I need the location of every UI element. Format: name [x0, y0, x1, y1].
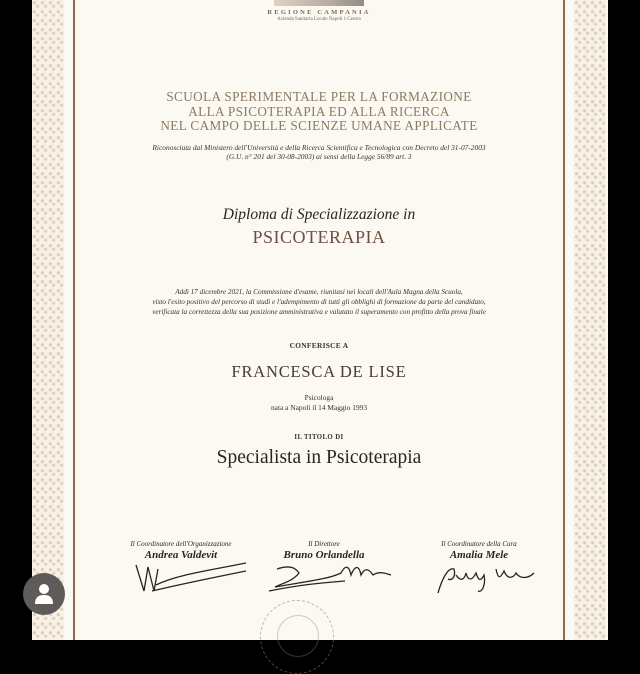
- signature-role: Il Direttore: [308, 540, 340, 548]
- school-name-line3: NEL CAMPO DELLE SCIENZE UMANE APPLICATE: [160, 118, 478, 133]
- signature-name: Bruno Orlandella: [283, 549, 365, 561]
- recognition-line2: (G.U. n° 201 del 30-08-2003) ai sensi della Legge 56/89 art. 3: [226, 152, 412, 161]
- signature-role: Il Coordinatore della Cura: [441, 540, 517, 548]
- region-subtitle: Azienda Sanitaria Locale Napoli 1 Centro: [277, 17, 361, 22]
- conferisce-label: CONFERISCE A: [289, 341, 349, 350]
- official-stamp-inner: [277, 615, 319, 657]
- signature-name: Amalia Mele: [449, 549, 509, 561]
- signature-block-director: [239, 540, 409, 597]
- title-awarded-label: IL TITOLO DI: [294, 434, 344, 441]
- exam-statement-line3: verificata la correttezza della sua posizione amministrativa e valutato il superamento con profitto della prova finale: [152, 308, 486, 316]
- handwritten-signature-icon: [249, 561, 399, 597]
- diploma-subject: PSICOTERAPIA: [252, 227, 386, 247]
- decorative-border-right: [574, 0, 606, 640]
- frame-rule-left: [73, 0, 75, 640]
- school-name-line1: SCUOLA SPERIMENTALE PER LA FORMAZIONE: [166, 89, 472, 104]
- recipient-birth: nata a Napoli il 14 Maggio 1993: [270, 403, 368, 412]
- handwritten-signature-icon: [404, 561, 554, 597]
- signature-role: Il Coordinatore dell'Organizzazione: [130, 540, 232, 548]
- handwritten-signature-icon: [106, 561, 256, 597]
- school-name: [76, 90, 562, 134]
- recognition-line1: Riconosciuta dal Ministero dell'Università e della Ricerca Scientifica e Tecnologica con Decreto del 31-07-2003: [152, 143, 486, 152]
- signature-block-care: [394, 540, 564, 597]
- decorative-border-left: [32, 0, 64, 640]
- recognition-text: [76, 143, 562, 161]
- signature-name: Andrea Valdevit: [144, 549, 218, 561]
- region-emblem-image: [274, 0, 364, 6]
- official-stamp: [260, 600, 334, 674]
- exam-statement: [76, 287, 562, 317]
- profile-avatar-button[interactable]: [23, 573, 65, 615]
- recipient-profession: Psicologa: [304, 393, 334, 402]
- recipient-name: FRANCESCA DE LISE: [231, 362, 407, 381]
- user-avatar-icon: [34, 583, 54, 605]
- exam-statement-line1: Addì 17 dicembre 2021, la Commissione d'esame, riunitasi nei locali dell'Aula Magna della Scuola,: [175, 288, 463, 296]
- diploma-content: [76, 0, 562, 640]
- school-name-line2: ALLA PSICOTERAPIA ED ALLA RICERCA: [188, 103, 450, 119]
- region-name: REGIONE CAMPANIA: [267, 9, 371, 16]
- title-awarded: Specialista in Psicoterapia: [216, 447, 422, 468]
- exam-statement-line2: visto l'esito positivo del percorso di studi e l'adempimento di tutti gli obblighi di formazione da parte del candidato,: [152, 298, 486, 306]
- diploma-title: Diploma di Specializzazione in: [222, 206, 416, 223]
